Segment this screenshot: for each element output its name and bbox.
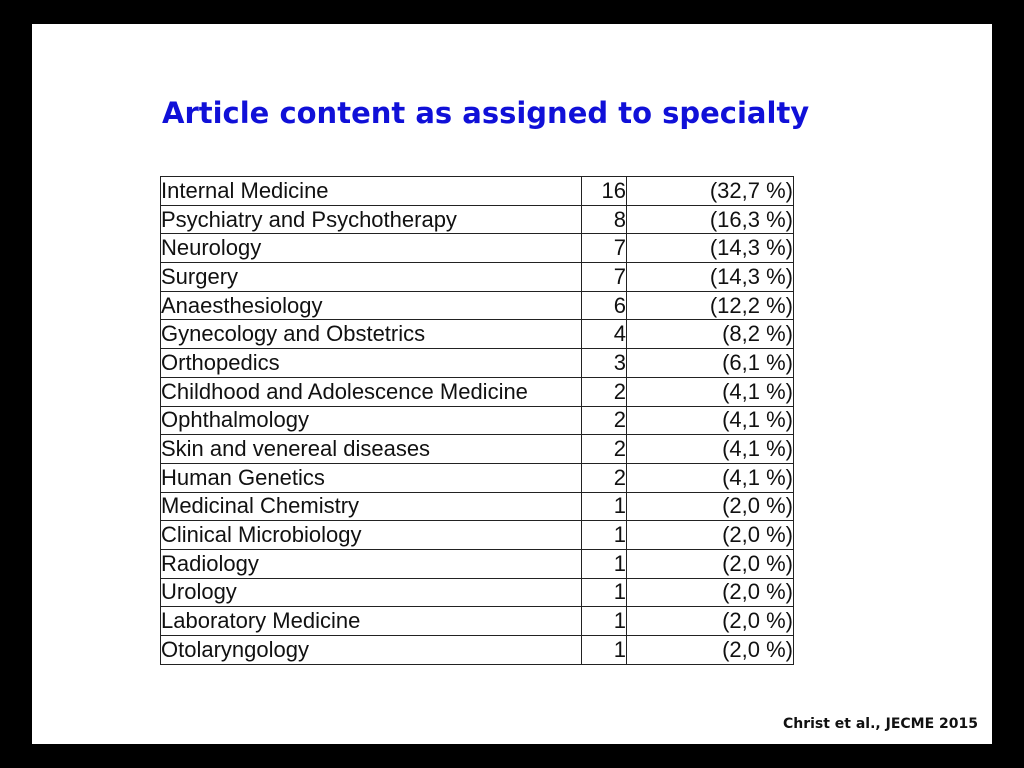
count-cell: 1: [582, 549, 627, 578]
table-row: [161, 549, 794, 578]
table-row: [161, 320, 794, 349]
count-cell: 8: [582, 205, 627, 234]
table-row: [161, 578, 794, 607]
specialty-cell: Gynecology and Obstetrics: [161, 320, 582, 349]
count-cell: 2: [582, 435, 627, 464]
specialty-cell: Childhood and Adolescence Medicine: [161, 377, 582, 406]
percent-cell: (2,0 %): [627, 636, 794, 665]
specialty-table-body: [161, 177, 794, 665]
table-row: [161, 291, 794, 320]
count-cell: 1: [582, 521, 627, 550]
table-row: [161, 636, 794, 665]
percent-cell: (12,2 %): [627, 291, 794, 320]
table-row: [161, 435, 794, 464]
count-cell: 1: [582, 607, 627, 636]
slide-title: Article content as assigned to specialty: [162, 96, 810, 130]
percent-cell: (16,3 %): [627, 205, 794, 234]
count-cell: 16: [582, 177, 627, 206]
specialty-cell: Skin and venereal diseases: [161, 435, 582, 464]
count-cell: 6: [582, 291, 627, 320]
specialty-cell: Internal Medicine: [161, 177, 582, 206]
count-cell: 4: [582, 320, 627, 349]
table-row: [161, 349, 794, 378]
percent-cell: (2,0 %): [627, 607, 794, 636]
count-cell: 1: [582, 492, 627, 521]
citation: Christ et al., JECME 2015: [782, 716, 978, 732]
table-row: [161, 234, 794, 263]
count-cell: 2: [582, 406, 627, 435]
specialty-cell: Ophthalmology: [161, 406, 582, 435]
count-cell: 1: [582, 578, 627, 607]
percent-cell: (4,1 %): [627, 435, 794, 464]
percent-cell: (2,0 %): [627, 492, 794, 521]
percent-cell: (8,2 %): [627, 320, 794, 349]
slide: [32, 24, 992, 744]
table-row: [161, 406, 794, 435]
percent-cell: (6,1 %): [627, 349, 794, 378]
specialty-cell: Laboratory Medicine: [161, 607, 582, 636]
percent-cell: (4,1 %): [627, 463, 794, 492]
percent-cell: (2,0 %): [627, 549, 794, 578]
specialty-cell: Surgery: [161, 263, 582, 292]
specialty-cell: Neurology: [161, 234, 582, 263]
specialty-cell: Radiology: [161, 549, 582, 578]
specialty-cell: Urology: [161, 578, 582, 607]
specialty-cell: Medicinal Chemistry: [161, 492, 582, 521]
count-cell: 7: [582, 234, 627, 263]
specialty-cell: Anaesthesiology: [161, 291, 582, 320]
specialty-cell: Orthopedics: [161, 349, 582, 378]
percent-cell: (2,0 %): [627, 521, 794, 550]
table-row: [161, 492, 794, 521]
table-row: [161, 177, 794, 206]
table-row: [161, 521, 794, 550]
percent-cell: (14,3 %): [627, 234, 794, 263]
table-row: [161, 607, 794, 636]
table-row: [161, 463, 794, 492]
specialty-cell: Psychiatry and Psychotherapy: [161, 205, 582, 234]
specialty-cell: Clinical Microbiology: [161, 521, 582, 550]
count-cell: 2: [582, 463, 627, 492]
percent-cell: (4,1 %): [627, 377, 794, 406]
specialty-cell: Otolaryngology: [161, 636, 582, 665]
specialty-table: [160, 176, 794, 665]
specialty-cell: Human Genetics: [161, 463, 582, 492]
percent-cell: (2,0 %): [627, 578, 794, 607]
count-cell: 7: [582, 263, 627, 292]
table-row: [161, 205, 794, 234]
count-cell: 3: [582, 349, 627, 378]
percent-cell: (14,3 %): [627, 263, 794, 292]
percent-cell: (4,1 %): [627, 406, 794, 435]
percent-cell: (32,7 %): [627, 177, 794, 206]
count-cell: 1: [582, 636, 627, 665]
table-row: [161, 263, 794, 292]
table-row: [161, 377, 794, 406]
count-cell: 2: [582, 377, 627, 406]
